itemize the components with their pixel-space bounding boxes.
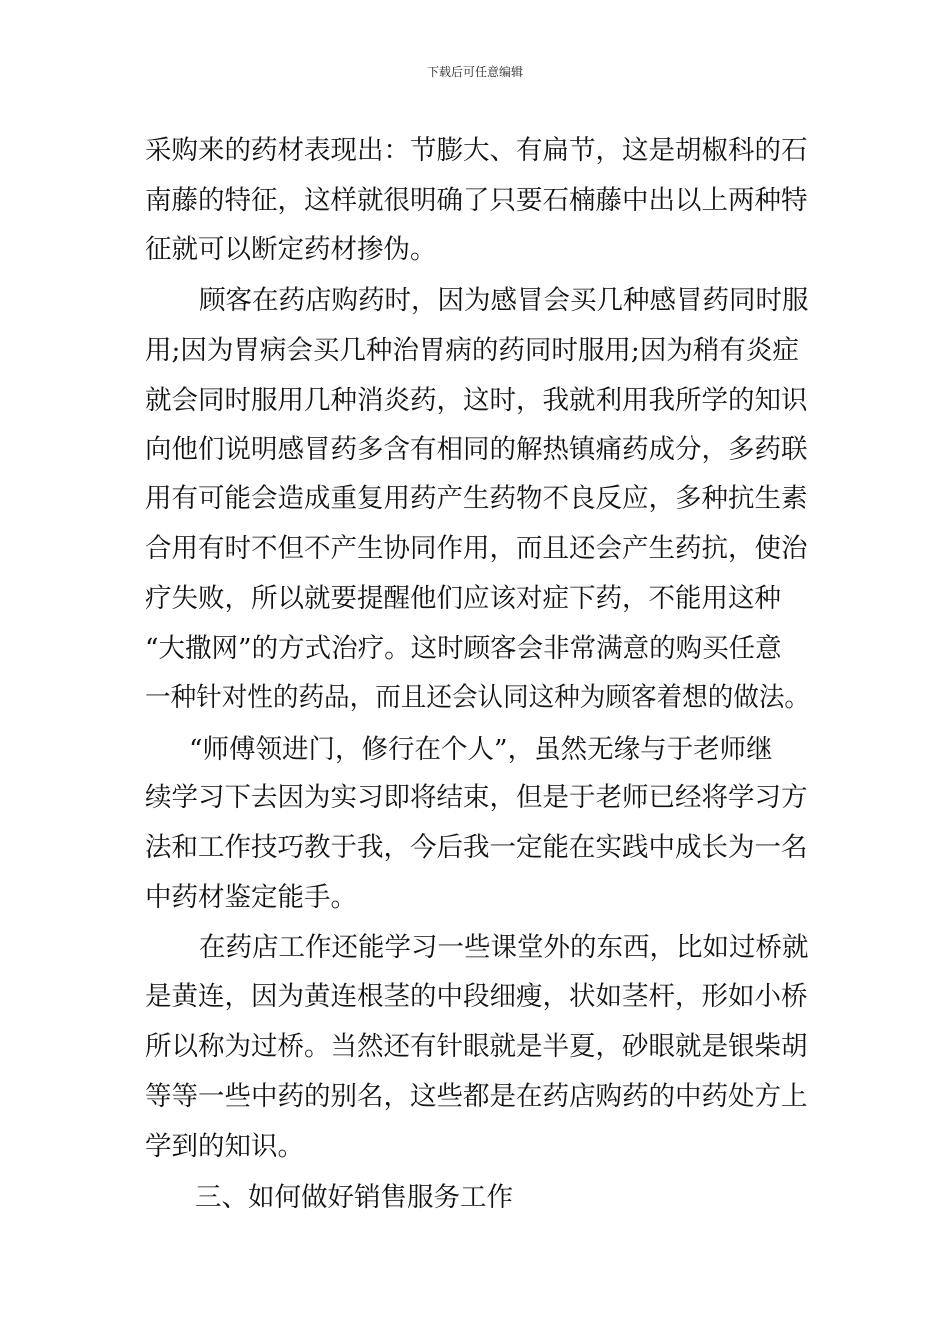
text-line: 在药店工作还能学习一些课堂外的东西，比如过桥就 — [199, 932, 809, 963]
text-line: 等等一些中药的别名，这些都是在药店购药的中药处方上 — [145, 1081, 808, 1112]
text-line: 合用有时不但不产生协同作用，而且还会产生药抗，使治 — [145, 533, 808, 564]
text-line: 征就可以断定药材掺伪。 — [145, 234, 437, 265]
text-line: 法和工作技巧教于我，今后我一定能在实践中成长为一名 — [145, 832, 808, 863]
text-line: 是黄连，因为黄连根茎的中段细瘦，状如茎杆，形如小桥 — [145, 981, 808, 1012]
text-line: 采购来的药材表现出：节膨大、有扁节，这是胡椒科的石 — [145, 135, 808, 166]
text-line: 用有可能会造成重复用药产生药物不良反应，多种抗生素 — [145, 483, 808, 514]
text-line: 疗失败，所以就要提醒他们应该对症下药，不能用这种 — [145, 583, 781, 614]
text-line: 续学习下去因为实习即将结束，但是于老师已经将学习方 — [145, 782, 808, 813]
text-line: 向他们说明感冒药多含有相同的解热镇痛药成分，多药联 — [145, 434, 808, 465]
text-line: 就会同时服用几种消炎药，这时，我就利用我所学的知识 — [145, 385, 808, 416]
text-line: 顾客在药店购药时，因为感冒会买几种感冒药同时服 — [199, 285, 809, 316]
text-line: 南藤的特征，这样就很明确了只要石楠藤中出以上两种特 — [145, 185, 808, 216]
text-line: “大撒网”的方式治疗。这时顾客会非常满意的购买任意 — [145, 633, 782, 664]
text-line: 所以称为过桥。当然还有针眼就是半夏，砂眼就是银柴胡 — [145, 1031, 808, 1062]
text-line: “师傅领进门，修行在个人”，虽然无缘与于老师继 — [189, 734, 773, 765]
text-line: 学到的知识。 — [145, 1131, 304, 1162]
text-line: 一种针对性的药品，而且还会认同这种为顾客着想的做法。 — [145, 682, 810, 713]
page-header: 下载后可任意编辑 — [426, 65, 523, 79]
text-line: 中药材鉴定能手。 — [145, 882, 357, 913]
text-line: 用;因为胃病会买几种治胃病的药同时服用;因为稍有炎症 — [145, 335, 799, 366]
section-heading: 三、如何做好销售服务工作 — [195, 1182, 513, 1213]
